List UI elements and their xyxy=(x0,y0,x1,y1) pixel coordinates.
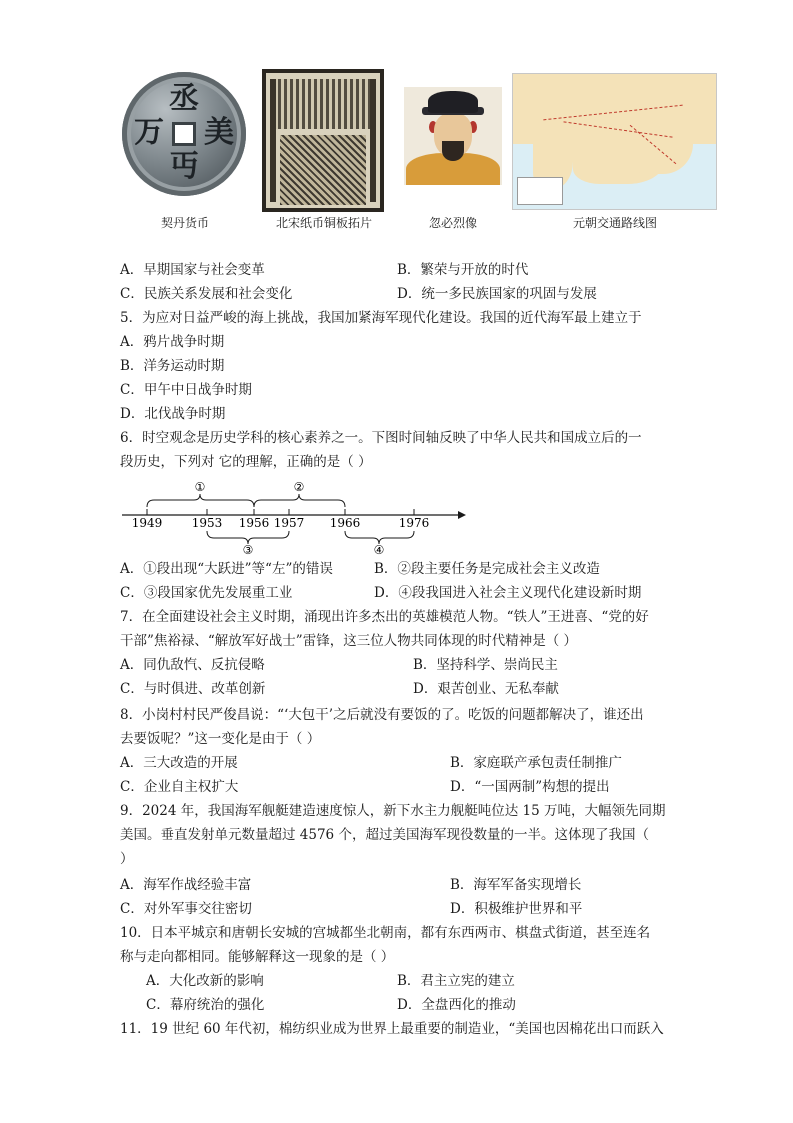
khitan-coin-image xyxy=(122,72,246,196)
q10-stem-line2: 称与走向都相同。能够解释这一现象的是（ ） xyxy=(120,949,395,965)
coin-char-left: 万 xyxy=(134,115,164,150)
coin-square-hole xyxy=(172,122,196,146)
q4-option-a[interactable]: A．早期国家与社会变革 xyxy=(120,262,265,278)
q7-option-a[interactable]: A．同仇敌忾、反抗侵略 xyxy=(120,657,265,673)
q4-option-c[interactable]: C．民族关系发展和社会变化 xyxy=(120,286,293,302)
q7-stem-line1: 7．在全面建设社会主义时期，涌现出许多杰出的英雄模范人物。“铁人”王进喜、“党的好 xyxy=(120,609,649,625)
q5-option-b[interactable]: B．洋务运动时期 xyxy=(120,358,225,374)
q7-option-c[interactable]: C．与时俱进、改革创新 xyxy=(120,681,266,697)
year-label: 1957 xyxy=(273,516,305,530)
coin-caption: 契丹货币 xyxy=(160,216,209,230)
map-caption: 元朝交通路线图 xyxy=(572,216,657,230)
q6-stem-line1: 6．时空观念是历史学科的核心素养之一。下图时间轴反映了中华人民共和国成立后的一 xyxy=(120,430,642,446)
q10-option-a[interactable]: A．大化改新的影响 xyxy=(146,973,264,989)
q9-option-d[interactable]: D．积极维护世界和平 xyxy=(450,901,583,917)
banknote-caption: 北宋纸币铜板拓片 xyxy=(275,216,372,230)
segment-1-brace xyxy=(147,494,254,507)
q6-timeline xyxy=(118,478,468,556)
q9-option-c[interactable]: C．对外军事交往密切 xyxy=(120,901,252,917)
q5-option-a[interactable]: A．鸦片战争时期 xyxy=(120,334,225,350)
segment-1-label: ① xyxy=(194,480,206,494)
q10-option-d[interactable]: D．全盘西化的推动 xyxy=(397,997,516,1013)
q8-option-c[interactable]: C．企业自主权扩大 xyxy=(120,779,239,795)
banknote-plate-image xyxy=(262,69,384,212)
q10-option-b[interactable]: B．君主立宪的建立 xyxy=(397,973,515,989)
coin-char-bottom: 丏 xyxy=(169,149,199,184)
year-label: 1949 xyxy=(131,516,163,530)
segment-4-label: ④ xyxy=(373,543,385,556)
q10-stem-line1: 10．日本平城京和唐朝长安城的宫城都坐北朝南，都有东西两市、棋盘式街道，甚至连名 xyxy=(120,925,651,941)
q9-stem-line3: ） xyxy=(120,851,134,867)
q6-stem-line2: 段历史，下列对 它的理解，正确的是（ ） xyxy=(120,454,372,470)
q4-option-b[interactable]: B．繁荣与开放的时代 xyxy=(397,262,529,278)
year-label: 1976 xyxy=(398,516,430,530)
year-label: 1966 xyxy=(329,516,361,530)
q5-option-c[interactable]: C．甲午中日战争时期 xyxy=(120,382,252,398)
year-label: 1953 xyxy=(191,516,223,530)
q6-option-a[interactable]: A．①段出现“大跃进”等“左”的错误 xyxy=(120,561,333,577)
q8-stem-line2: 去要饭呢？”这一变化是由于（ ） xyxy=(120,731,321,747)
q11-stem-line1: 11．19 世纪 60 年代初，棉纺织业成为世界上最重要的制造业，“美国也因棉花出口而跃入 xyxy=(120,1021,664,1037)
segment-3-label: ③ xyxy=(242,543,254,556)
q9-option-a[interactable]: A．海军作战经验丰富 xyxy=(120,877,252,893)
q7-stem-line2: 干部”焦裕禄、“解放军好战士”雷锋，这三位人物共同体现的时代精神是（ ） xyxy=(120,633,577,649)
kublai-portrait-image xyxy=(404,87,502,185)
q6-option-c[interactable]: C．③段国家优先发展重工业 xyxy=(120,585,293,601)
q7-option-b[interactable]: B．坚持科学、崇尚民主 xyxy=(413,657,558,673)
q10-option-c[interactable]: C．幕府统治的强化 xyxy=(146,997,265,1013)
q8-option-d[interactable]: D．“一国两制”构想的提出 xyxy=(450,779,610,795)
q6-option-b[interactable]: B．②段主要任务是完成社会主义改造 xyxy=(374,561,600,577)
q8-option-a[interactable]: A．三大改造的开展 xyxy=(120,755,238,771)
q9-option-b[interactable]: B．海军军备实现增长 xyxy=(450,877,582,893)
q5-option-d[interactable]: D．北伐战争时期 xyxy=(120,406,226,422)
yuan-route-map-image xyxy=(512,73,717,210)
segment-2-label: ② xyxy=(293,480,305,494)
q8-option-b[interactable]: B．家庭联产承包责任制推广 xyxy=(450,755,622,771)
q8-stem-line1: 8．小岗村村民严俊昌说：“‘大包干’之后就没有要饭的了。吃饭的问题都解决了，谁还出 xyxy=(120,707,644,723)
q7-option-d[interactable]: D．艰苦创业、无私奉献 xyxy=(413,681,559,697)
portrait-caption: 忽必烈像 xyxy=(428,216,477,230)
q9-stem-line1: 9．2024 年，我国海军舰艇建造速度惊人，新下水主力舰艇吨位达 15 万吨，大幅领先同期 xyxy=(120,803,666,819)
q4-option-d[interactable]: D．统一多民族国家的巩固与发展 xyxy=(397,286,597,302)
q9-stem-line2: 美国。垂直发射单元数量超过 4576 个，超过美国海军现役数量的一半。这体现了我国（ xyxy=(120,827,649,843)
segment-2-brace xyxy=(254,494,345,507)
year-label: 1956 xyxy=(238,516,270,530)
q6-option-d[interactable]: D．④段我国进入社会主义现代化建设新时期 xyxy=(374,585,642,601)
q5-stem: 5．为应对日益严峻的海上挑战，我国加紧海军现代化建设。我国的近代海军最上建立于 xyxy=(120,310,642,326)
coin-char-right: 美 xyxy=(204,115,234,150)
coin-char-top: 丞 xyxy=(169,81,199,116)
timeline-arrow-icon xyxy=(458,511,466,519)
